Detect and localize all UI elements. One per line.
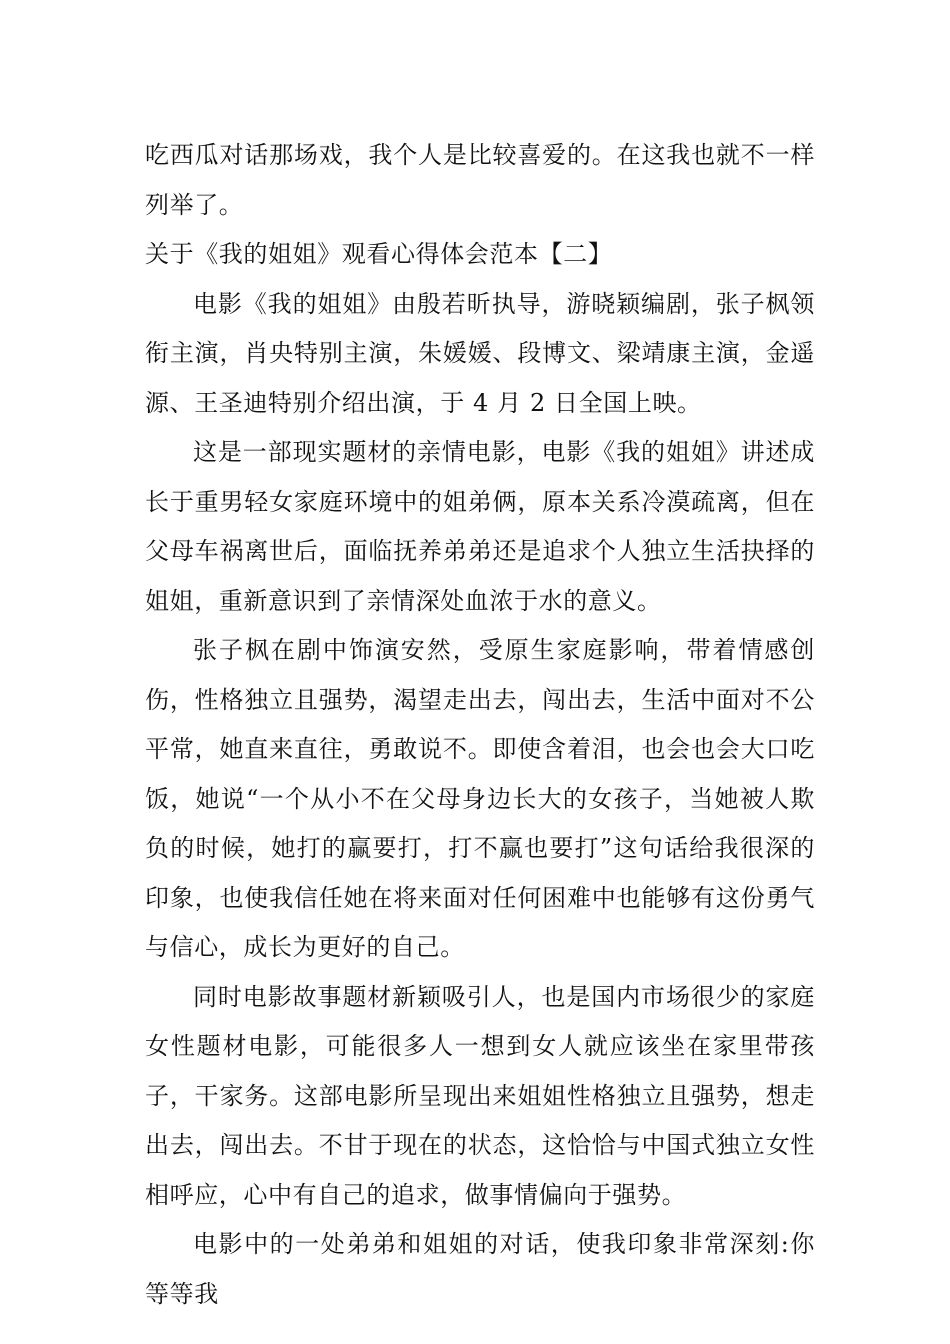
section-heading: 关于《我的姐姐》观看心得体会范本【二】 — [145, 240, 613, 268]
paragraph: 这是一部现实题材的亲情电影，电影《我的姐姐》讲述成长于重男轻女家庭环境中的姐弟俩，原本关系冷漠疏离，但在父母车祸离世后，面临抚养弟弟还是追求个人独立生活抉择的姐姐，重新意识到了亲情深处血浓于水的意义。 — [145, 438, 815, 615]
paragraph: 电影中的一处弟弟和姐姐的对话，使我印象非常深刻:你等等我 — [145, 1230, 815, 1308]
paragraph-continuation: 吃西瓜对话那场戏，我个人是比较喜爱的。在这我也就不一样列举了。 — [145, 141, 815, 219]
paragraph: 同时电影故事题材新颖吸引人，也是国内市场很少的家庭女性题材电影，可能很多人一想到女人就应该坐在家里带孩子，干家务。这部电影所呈现出来姐姐性格独立且强势，想走出去，闯出去。不甘于现在的状态，这恰恰与中国式独立女性相呼应，心中有自己的追求，做事情偏向于强势。 — [145, 982, 815, 1209]
paragraph: 张子枫在剧中饰演安然，受原生家庭影响，带着情感创伤，性格独立且强势，渴望走出去，闯出去，生活中面对不公平常，她直来直往，勇敢说不。即使含着泪，也会也会大口吃饭，她说“一个从小不在父母身边长大的女孩子，当她被人欺负的时候，她打的赢要打，打不赢也要打”这句话给我很深的印象，也使我信任她在将来面对任何困难中也能够有这份勇气与信心，成长为更好的自己。 — [145, 636, 815, 961]
document-body — [145, 131, 815, 1319]
paragraph: 电影《我的姐姐》由殷若昕执导，游晓颖编剧，张子枫领衔主演，肖央特别主演，朱媛媛、段博文、梁靖康主演，金遥源、王圣迪特别介绍出演，于 4 月 2 日全国上映。 — [145, 289, 815, 417]
